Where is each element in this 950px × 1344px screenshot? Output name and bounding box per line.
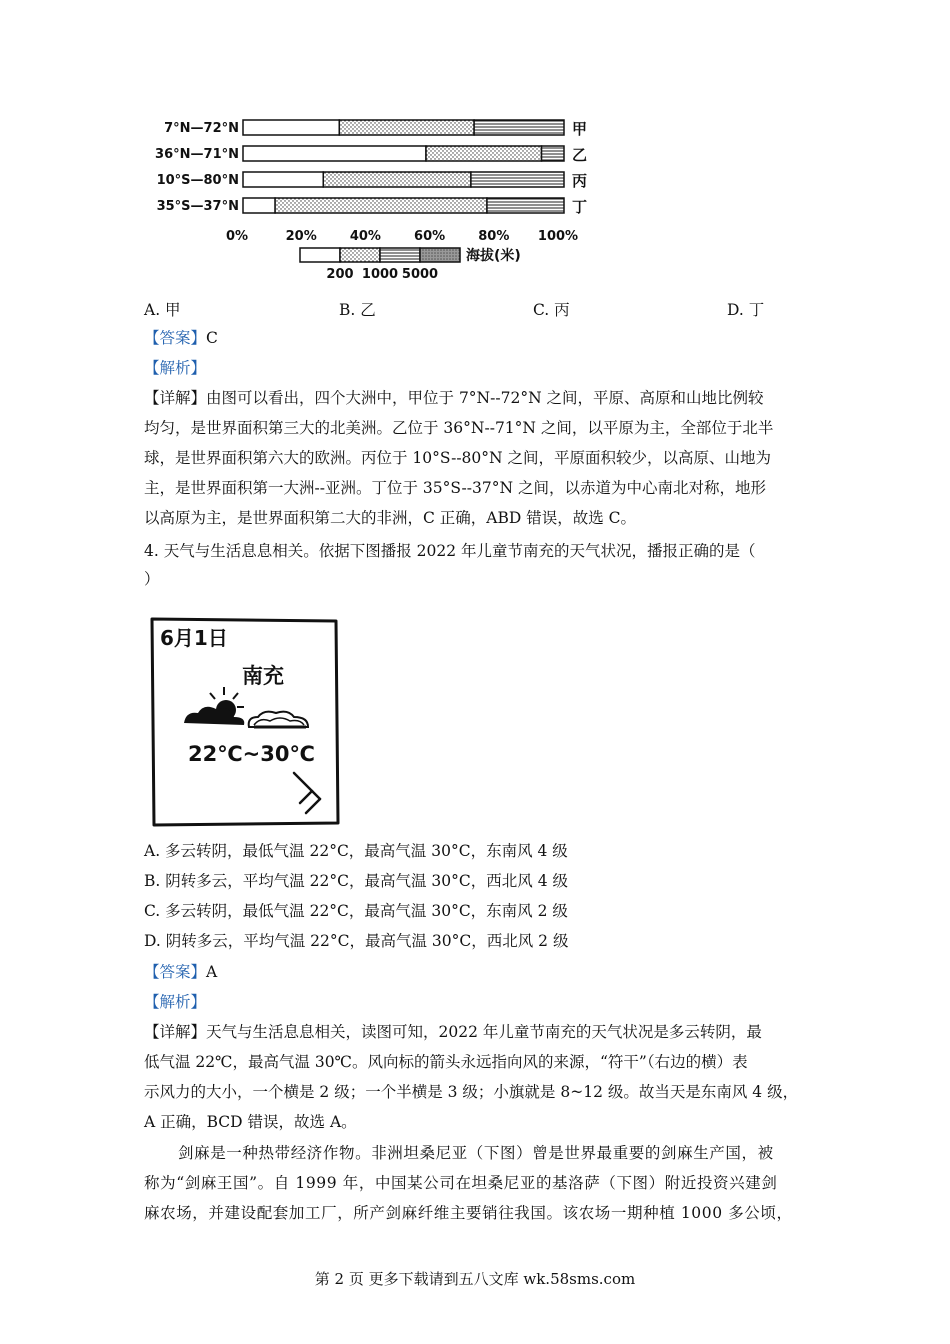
bar-segment <box>474 120 564 135</box>
bar-segment <box>487 198 564 213</box>
q3-option-a: A. 甲 <box>144 301 181 319</box>
q4-option-c: C. 多云转阴，最低气温 22°C，最高气温 30°C，东南风 2 级 <box>144 902 568 920</box>
weather-card <box>146 613 342 831</box>
card-city: 南充 <box>242 664 284 688</box>
legend-label: 200 <box>326 267 354 282</box>
bar-segment <box>275 198 487 213</box>
q3-detail-line: 均匀，是世界面积第三大的北美洲。乙位于 36°N--71°N 之间，以平原为主，全部位于北半 <box>144 419 774 437</box>
q4-option-a: A. 多云转阴，最低气温 22°C，最高气温 30°C，东南风 4 级 <box>144 842 568 860</box>
bar-segment <box>323 172 471 187</box>
q3-option-d: D. 丁 <box>727 301 765 319</box>
legend-label: 1000 <box>361 267 399 282</box>
card-temperature: 22℃~30℃ <box>188 742 315 766</box>
q3-answer <box>144 327 218 349</box>
partly-cloudy-icon <box>184 687 244 725</box>
row-continent-label: 乙 <box>572 146 588 164</box>
detail-text: 天气与生活息息相关，读图可知，2022 年儿童节南充的天气状况是多云转阴，最 <box>206 1023 762 1041</box>
x-tick-label: 40% <box>349 229 381 244</box>
row-continent-label: 丁 <box>572 198 588 216</box>
passage-line: 剑麻是一种热带经济作物。非洲坦桑尼亚（下图）曾是世界最重要的剑麻生产国，被 <box>178 1144 774 1162</box>
legend-label: 5000 <box>401 267 439 282</box>
legend-swatch <box>380 248 420 262</box>
detail-tag: 【详解】 <box>144 1023 207 1041</box>
legend-swatch <box>300 248 340 262</box>
q3-detail-line: 主，是世界面积第一大洲--亚洲。丁位于 35°S--37°N 之间，以赤道为中心南北对称，地形 <box>144 479 767 497</box>
q4-stem-line: ） <box>144 570 160 588</box>
bar-segment <box>243 172 323 187</box>
bar-segment <box>243 120 339 135</box>
q4-detail-line <box>144 1021 762 1043</box>
q4-detail-line: A 正确，BCD 错误，故选 A。 <box>144 1113 357 1131</box>
bar-segment <box>243 146 426 161</box>
q4-analysis-tag: 【解析】 <box>144 993 207 1011</box>
x-tick-label: 80% <box>478 229 510 244</box>
row-continent-label: 甲 <box>572 120 588 138</box>
x-tick-label: 100% <box>537 229 579 244</box>
row-latitude-label: 10°S—80°N <box>156 173 239 188</box>
bar-segment <box>471 172 564 187</box>
q4-stem-line: 4. 天气与生活息息相关。依据下图播报 2022 年儿童节南充的天气状况，播报正确的是（ <box>144 542 756 560</box>
q4-detail-line: 示风力的大小，一个横是 2 级；一个半横是 3 级；小旗就是 8~12 级。故当天是东南风 4 级， <box>144 1083 799 1101</box>
bar-segment <box>243 198 275 213</box>
bar-segment <box>339 120 474 135</box>
row-latitude-label: 35°S—37°N <box>156 199 239 214</box>
legend-swatch <box>340 248 380 262</box>
q4-detail-line: 低气温 22℃，最高气温 30℃。风向标的箭头永远指向风的来源，“符干”（右边的横）表 <box>144 1053 748 1071</box>
q4-option-b: B. 阴转多云，平均气温 22°C，最高气温 30°C，西北风 4 级 <box>144 872 568 890</box>
row-latitude-label: 36°N—71°N <box>155 147 239 162</box>
bar-segment <box>426 146 542 161</box>
answer-value: A <box>206 963 218 981</box>
wind-barb-icon <box>294 773 320 813</box>
card-date: 6月1日 <box>160 626 228 650</box>
bar-segment <box>542 146 564 161</box>
passage-line: 称为“剑麻王国”。自 1999 年，中国某公司在坦桑尼亚的基洛萨（下图）附近投资兴建剑 <box>144 1174 778 1192</box>
x-tick-label: 20% <box>285 229 317 244</box>
terrain-stacked-bar-chart <box>140 108 610 288</box>
row-continent-label: 丙 <box>572 172 588 190</box>
q3-option-c: C. 丙 <box>533 301 570 319</box>
q3-detail-line <box>144 387 764 409</box>
q3-detail-line: 以高原为主，是世界面积第二大的非洲，C 正确，ABD 错误，故选 C。 <box>144 509 637 527</box>
legend-title: 海拔(米) <box>466 248 521 264</box>
answer-tag: 【答案】 <box>144 329 207 347</box>
passage-line: 麻农场，并建设配套加工厂，所产剑麻纤维主要销往我国。该农场一期种植 1000 多公顷， <box>144 1204 793 1222</box>
answer-tag: 【答案】 <box>144 963 207 981</box>
page-footer: 第 2 页 更多下载请到五八文库 wk.58sms.com <box>314 1270 636 1288</box>
q3-detail-line: 球，是世界面积第六大的欧洲。丙位于 10°S--80°N 之间，平原面积较少，以高原、山地为 <box>144 449 772 467</box>
q4-option-d: D. 阴转多云，平均气温 22°C，最高气温 30°C，西北风 2 级 <box>144 932 569 950</box>
detail-tag: 【详解】 <box>144 389 207 407</box>
answer-value: C <box>206 329 218 347</box>
q3-analysis-tag: 【解析】 <box>144 359 207 377</box>
detail-text: 由图可以看出，四个大洲中，甲位于 7°N--72°N 之间，平原、高原和山地比例较 <box>206 389 764 407</box>
x-tick-label: 0% <box>225 229 249 244</box>
row-latitude-label: 7°N—72°N <box>164 121 239 136</box>
legend-swatch <box>420 248 460 262</box>
q3-option-b: B. 乙 <box>339 301 376 319</box>
x-tick-label: 60% <box>414 229 446 244</box>
overcast-icon <box>249 712 308 727</box>
q4-answer <box>144 961 217 983</box>
